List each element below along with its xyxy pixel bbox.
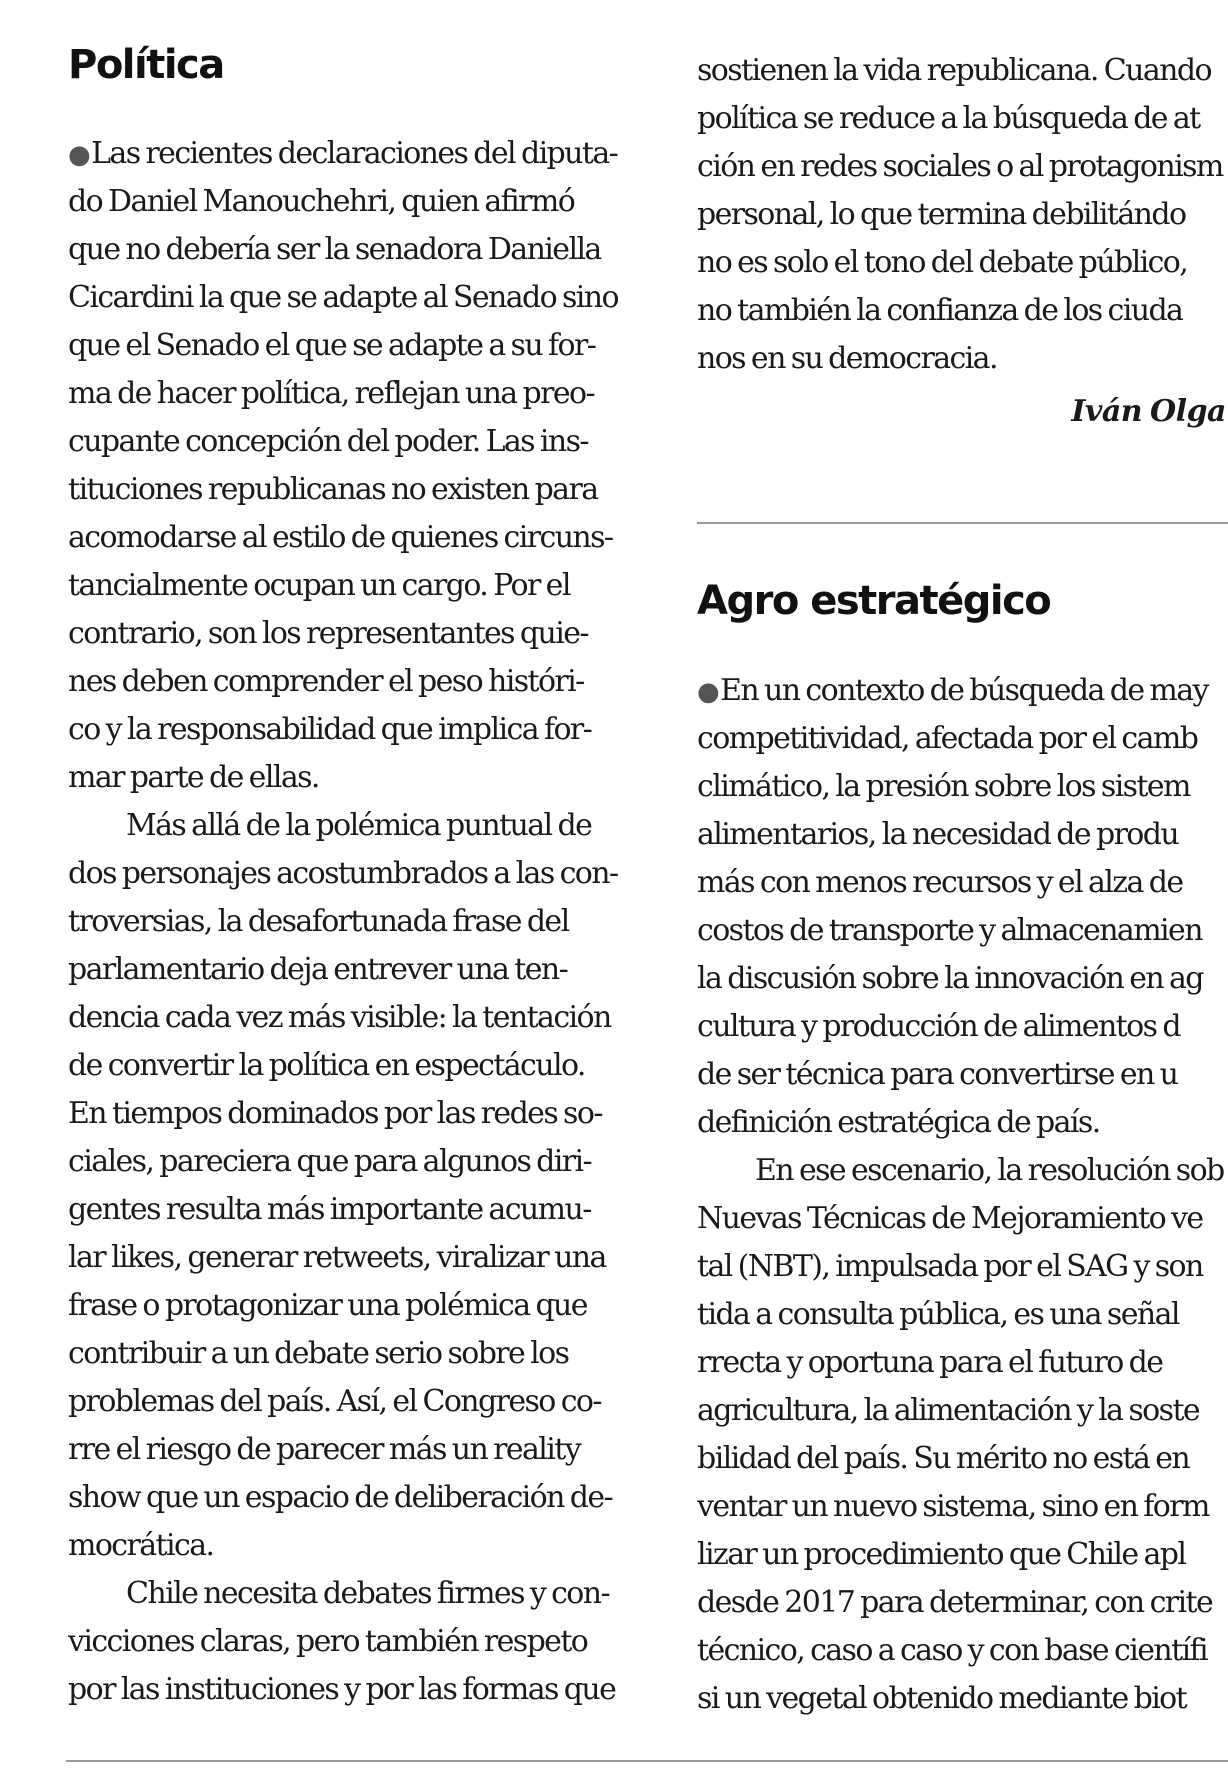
text-line <box>68 1330 646 1378</box>
text-line <box>68 274 646 322</box>
text-line-content: tituciones republicanas no existen para <box>68 472 598 507</box>
text-line-content: por las instituciones y por las formas que <box>68 1672 616 1707</box>
text-line-content: técnico, caso a caso y con base científi <box>697 1633 1208 1668</box>
text-line-content: gentes resulta más importante acumu- <box>68 1192 591 1227</box>
text-line <box>68 994 646 1042</box>
bullet-icon: ● <box>697 677 719 707</box>
signature-line <box>697 388 1228 436</box>
text-line-content: rre el riesgo de parecer más un reality <box>68 1432 581 1467</box>
text-line-content: bilidad del país. Su mérito no está en <box>697 1441 1190 1476</box>
text-line <box>68 466 646 514</box>
text-line <box>697 95 1228 143</box>
text-line-content: no también la confianza de los ciuda <box>697 293 1183 328</box>
text-line <box>68 802 646 850</box>
text-line <box>697 859 1228 907</box>
text-line <box>68 1426 646 1474</box>
text-line <box>68 898 646 946</box>
text-line-content: que no debería ser la senadora Daniella <box>68 232 601 267</box>
text-line <box>68 1474 646 1522</box>
text-line <box>697 143 1228 191</box>
text-line <box>697 763 1228 811</box>
bottom-rule <box>66 1760 1228 1762</box>
text-line-content: frase o protagonizar una polémica que <box>68 1288 587 1323</box>
text-line-content: agricultura, la alimentación y la soste <box>697 1393 1200 1428</box>
text-line <box>697 1243 1228 1291</box>
text-line-content: contrario, son los representantes quie- <box>68 616 588 651</box>
text-line <box>68 610 646 658</box>
text-line <box>697 1675 1228 1723</box>
author-signature: Iván Olga <box>1071 394 1226 429</box>
text-line-content: política se reduce a la búsqueda de at <box>697 101 1200 136</box>
text-line <box>68 850 646 898</box>
article-title-agro: Agro estratégico <box>697 578 1051 624</box>
text-line <box>697 1579 1228 1627</box>
text-line <box>68 1186 646 1234</box>
text-line <box>68 1618 646 1666</box>
text-line-content: troversias, la desafortunada frase del <box>68 904 569 939</box>
text-line-content: Nuevas Técnicas de Mejoramiento ve <box>697 1201 1203 1236</box>
text-line-content: climático, la presión sobre los sistem <box>697 769 1190 804</box>
text-line-content: competitividad, afectada por el camb <box>697 721 1198 756</box>
right-column <box>697 0 1228 1779</box>
text-line-content: Chile necesita debates firmes y con- <box>126 1576 610 1611</box>
text-line <box>68 1522 646 1570</box>
text-line <box>68 706 646 754</box>
text-line <box>68 754 646 802</box>
text-line-content: En tiempos dominados por las redes so- <box>68 1096 602 1131</box>
text-line <box>68 562 646 610</box>
bullet-icon: ● <box>68 140 90 170</box>
text-line-content: ciales, pareciera que para algunos diri- <box>68 1144 592 1179</box>
text-line <box>68 1138 646 1186</box>
text-line <box>697 1435 1228 1483</box>
text-line <box>697 1051 1228 1099</box>
text-line <box>697 1531 1228 1579</box>
text-line <box>697 287 1228 335</box>
text-line <box>697 239 1228 287</box>
text-line <box>697 1627 1228 1675</box>
article-title-politica: Política <box>68 42 224 88</box>
text-line <box>697 1291 1228 1339</box>
text-line <box>697 907 1228 955</box>
text-line <box>697 191 1228 239</box>
text-line <box>697 667 1228 715</box>
text-line <box>697 1387 1228 1435</box>
text-line-content: Las recientes declaraciones del diputa- <box>91 136 618 171</box>
text-line <box>68 1042 646 1090</box>
text-line-content: do Daniel Manouchehri, quien afirmó <box>68 184 575 219</box>
text-line <box>697 47 1228 95</box>
text-line-content: mocrática. <box>68 1528 214 1563</box>
text-line <box>697 715 1228 763</box>
text-line-content: la discusión sobre la innovación en ag <box>697 961 1203 996</box>
text-line-content: rrecta y oportuna para el futuro de <box>697 1345 1163 1380</box>
text-line <box>697 1003 1228 1051</box>
text-line-content: definición estratégica de país. <box>697 1105 1100 1140</box>
text-line-content: tancialmente ocupan un cargo. Por el <box>68 568 570 603</box>
text-line <box>697 1339 1228 1387</box>
text-line-content: alimentarios, la necesidad de produ <box>697 817 1179 852</box>
text-line-content: más con menos recursos y el alza de <box>697 865 1183 900</box>
text-line <box>697 1147 1228 1195</box>
text-line-content: problemas del país. Así, el Congreso co- <box>68 1384 601 1419</box>
text-line-content: tal (NBT), impulsada por el SAG y son <box>697 1249 1203 1284</box>
text-line-content: acomodarse al estilo de quienes circuns- <box>68 520 613 555</box>
text-line <box>697 1483 1228 1531</box>
text-line-content: En ese escenario, la resolución sob <box>755 1153 1224 1188</box>
text-line-content: vicciones claras, pero también respeto <box>68 1624 588 1659</box>
text-line <box>68 658 646 706</box>
text-line-content: show que un espacio de deliberación de- <box>68 1480 613 1515</box>
text-line-content: dencia cada vez más visible: la tentación <box>68 1000 611 1035</box>
text-line <box>68 226 646 274</box>
text-line <box>697 1195 1228 1243</box>
text-line <box>68 1234 646 1282</box>
text-line-content: cultura y producción de alimentos d <box>697 1009 1180 1044</box>
text-line-content: tida a consulta pública, es una señal <box>697 1297 1179 1332</box>
text-line-content: que el Senado el que se adapte a su for- <box>68 328 596 363</box>
text-line-content: ción en redes sociales o al protagonism <box>697 149 1223 184</box>
text-line <box>68 946 646 994</box>
text-line-content: Más allá de la polémica puntual de <box>126 808 592 843</box>
text-line-content: sostienen la vida republicana. Cuando <box>697 53 1211 88</box>
section-divider <box>697 522 1228 524</box>
text-line-content: lizar un procedimiento que Chile apl <box>697 1537 1186 1572</box>
left-column <box>68 0 646 1779</box>
text-line-content: nos en su democracia. <box>697 341 997 376</box>
text-line <box>68 418 646 466</box>
text-line <box>68 1090 646 1138</box>
article-body-agro <box>697 667 1228 1723</box>
text-line <box>68 1666 646 1714</box>
text-line <box>68 370 646 418</box>
text-line-content: En un contexto de búsqueda de may <box>720 673 1208 708</box>
text-line <box>68 322 646 370</box>
text-line-content: si un vegetal obtenido mediante biot <box>697 1681 1187 1716</box>
text-line-content: ventar un nuevo sistema, sino en form <box>697 1489 1209 1524</box>
text-line-content: nes deben comprender el peso históri- <box>68 664 584 699</box>
text-line-content: lar likes, generar retweets, viralizar una <box>68 1240 606 1275</box>
article-body-politica <box>68 130 646 1714</box>
text-line <box>68 514 646 562</box>
text-line <box>697 955 1228 1003</box>
text-line-content: parlamentario deja entrever una ten- <box>68 952 568 987</box>
text-line-content: cupante concepción del poder. Las ins- <box>68 424 588 459</box>
text-line-content: desde 2017 para determinar, con crite <box>697 1585 1213 1620</box>
text-line-content: dos personajes acostumbrados a las con- <box>68 856 618 891</box>
article-continuation <box>697 47 1228 383</box>
text-line-content: Cicardini la que se adapte al Senado sino <box>68 280 618 315</box>
text-line-content: contribuir a un debate serio sobre los <box>68 1336 569 1371</box>
text-line <box>68 1378 646 1426</box>
text-line <box>697 811 1228 859</box>
text-line-content: mar parte de ellas. <box>68 760 319 795</box>
text-line <box>697 1099 1228 1147</box>
text-line-content: de ser técnica para convertirse en u <box>697 1057 1178 1092</box>
text-line-content: de convertir la política en espectáculo. <box>68 1048 585 1083</box>
text-line-content: costos de transporte y almacenamien <box>697 913 1202 948</box>
text-line <box>68 1282 646 1330</box>
text-line <box>697 335 1228 383</box>
text-line <box>68 130 646 178</box>
text-line <box>68 1570 646 1618</box>
text-line-content: personal, lo que termina debilitándo <box>697 197 1186 232</box>
text-line-content: no es solo el tono del debate público, <box>697 245 1188 280</box>
text-line <box>68 178 646 226</box>
text-line-content: co y la responsabilidad que implica for- <box>68 712 592 747</box>
text-line-content: ma de hacer política, reflejan una preo- <box>68 376 595 411</box>
